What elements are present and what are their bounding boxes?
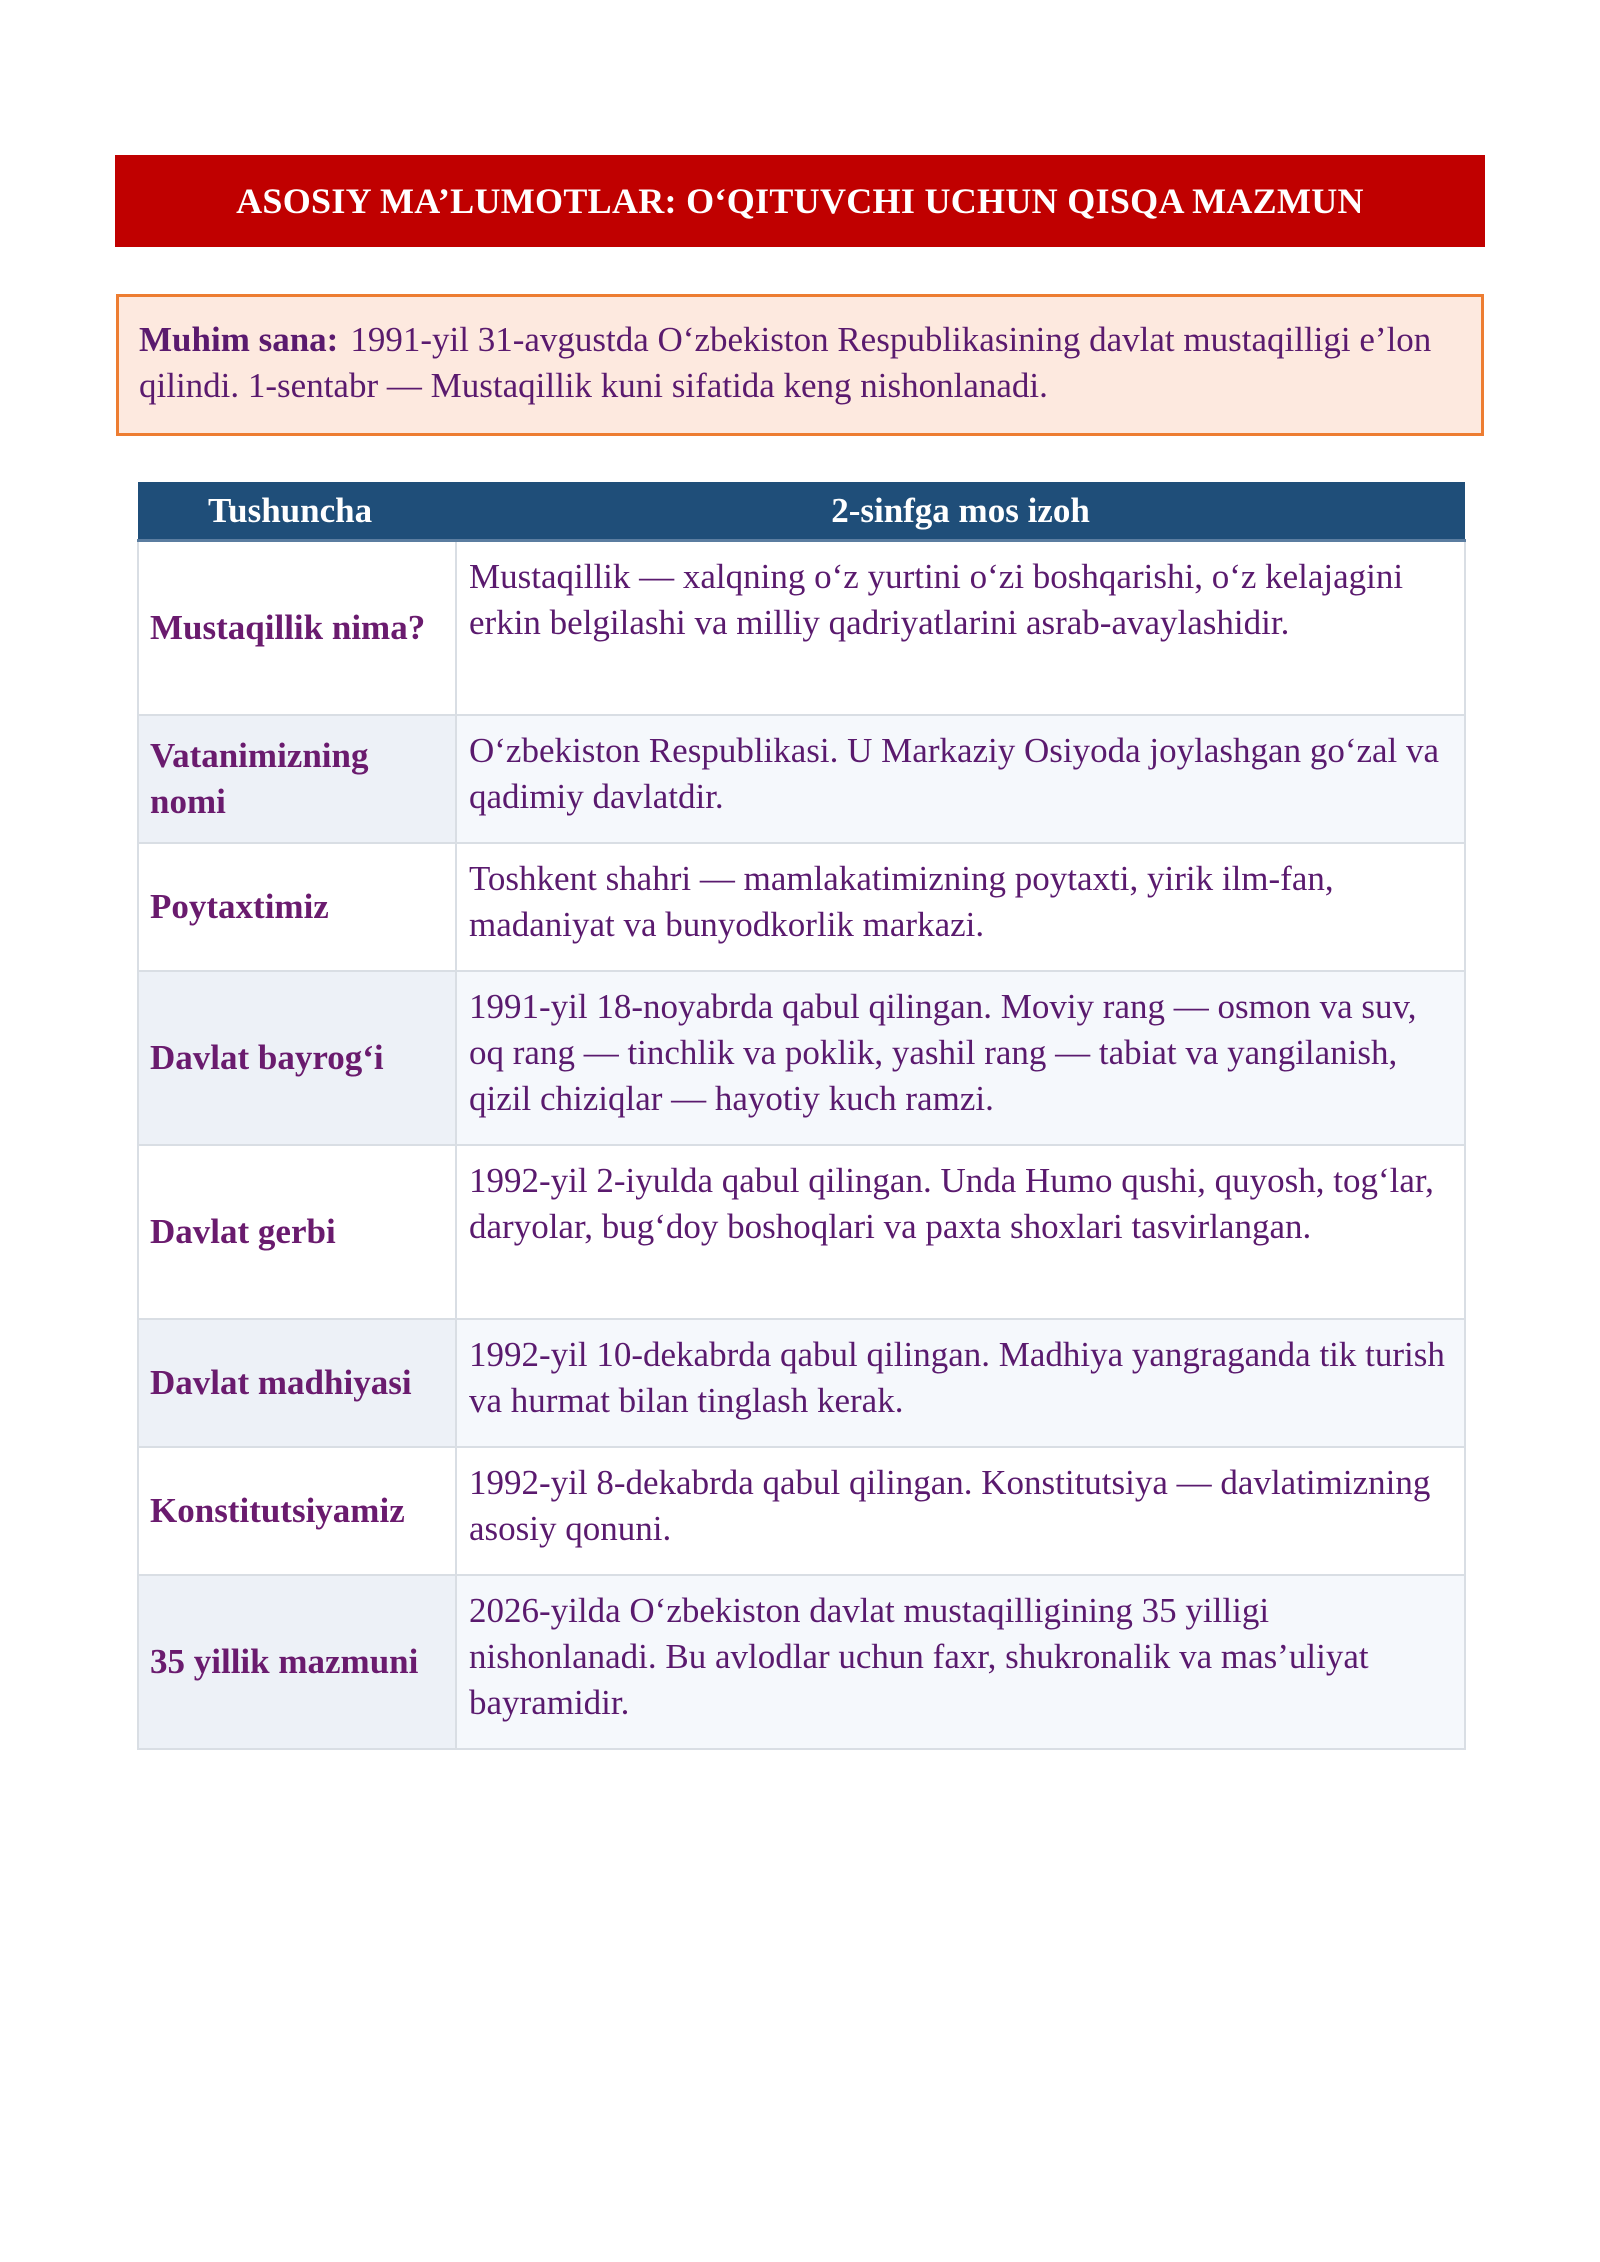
- table-row: [138, 1145, 1465, 1319]
- row-description-text: 1992-yil 8-dekabrda qabul qilingan. Konstitutsiya — davlatimizning asosiy qonuni.: [469, 1463, 1431, 1548]
- table-row: [138, 541, 1465, 716]
- row-description: [456, 1447, 1465, 1575]
- row-description: [456, 971, 1465, 1145]
- row-description-text: Toshkent shahri — mamlakatimizning poytaxti, yirik ilm-fan, madaniyat va bunyodkorlik markazi.: [469, 859, 1334, 944]
- row-term: Davlat gerbi: [138, 1145, 456, 1319]
- table-row: [138, 971, 1465, 1145]
- row-description-text: O‘zbekiston Respublikasi. U Markaziy Osiyoda joylashgan go‘zal va qadimiy davlatdir.: [469, 731, 1440, 816]
- table-row: [138, 1447, 1465, 1575]
- row-description: [456, 1319, 1465, 1447]
- row-description: [456, 843, 1465, 971]
- table-row: [138, 843, 1465, 971]
- column-header-description: 2-sinfga mos izoh: [456, 482, 1465, 541]
- page-title: ASOSIY MA’LUMOTLAR: O‘QITUVCHI UCHUN QISQA MAZMUN: [236, 181, 1364, 221]
- row-description: [456, 541, 1465, 716]
- row-term: 35 yillik mazmuni: [138, 1575, 456, 1749]
- row-term: Vatanimizning nomi: [138, 715, 456, 843]
- row-description-text: Mustaqillik — xalqning o‘z yurtini o‘zi boshqarishi, o‘z kelajagini erkin belgilashi va milliy qadriyatlarini asrab-avaylashidir.: [469, 557, 1404, 642]
- row-description-text: 1992-yil 2-iyulda qabul qilingan. Unda Humo qushi, quyosh, tog‘lar, daryolar, bug‘doy boshoqlari va paxta shoxlari tasvirlangan.: [469, 1161, 1434, 1246]
- note-text: 1991-yil 31-avgustda O‘zbekiston Respublikasining davlat mustaqilligi e’lon qilindi. 1-sentabr — Mustaqillik kuni sifatida keng nishonlanadi.: [139, 320, 1432, 405]
- row-description-text: 2026-yilda O‘zbekiston davlat mustaqilligining 35 yilligi nishonlanadi. Bu avlodlar uchun faxr, shukronalik va mas’uliyat bayramidir.: [469, 1591, 1369, 1722]
- row-term: Poytaxtimiz: [138, 843, 456, 971]
- note-label: Muhim sana:: [139, 320, 339, 359]
- row-description-text: 1991-yil 18-noyabrda qabul qilingan. Moviy rang — osmon va suv, oq rang — tinchlik va poklik, yashil rang — tabiat va yangilanish, qizil chiziqlar — hayotiy kuch ramzi.: [469, 987, 1417, 1118]
- column-header-term: Tushuncha: [138, 482, 456, 541]
- table-row: [138, 1575, 1465, 1749]
- row-description: [456, 715, 1465, 843]
- row-term: Davlat bayrog‘i: [138, 971, 456, 1145]
- row-term: Mustaqillik nima?: [138, 541, 456, 716]
- important-date-note: [116, 294, 1484, 436]
- row-term: Davlat madhiyasi: [138, 1319, 456, 1447]
- row-term: Konstitutsiyamiz: [138, 1447, 456, 1575]
- row-description-text: 1992-yil 10-dekabrda qabul qilingan. Madhiya yangraganda tik turish va hurmat bilan tinglash kerak.: [469, 1335, 1445, 1420]
- table-row: [138, 1319, 1465, 1447]
- page-title-banner: [115, 155, 1485, 247]
- row-description: [456, 1145, 1465, 1319]
- table-row: [138, 715, 1465, 843]
- row-description: [456, 1575, 1465, 1749]
- table-header-row: [138, 482, 1465, 541]
- concepts-table: [137, 482, 1466, 1750]
